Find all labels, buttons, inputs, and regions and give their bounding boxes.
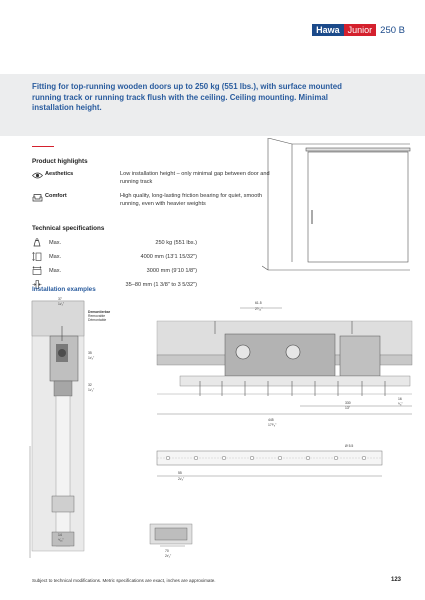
- dim-spacing-b: 2¹⁄₈": [178, 477, 185, 481]
- spec-label: Max.: [49, 268, 62, 274]
- specs-heading: Technical specifications: [32, 225, 105, 232]
- spec-value: 250 kg (551 lbs.): [155, 240, 197, 246]
- dim-side-a: 35: [88, 351, 92, 355]
- highlight-text: Low installation height – only minimal gap between door and running track: [120, 171, 270, 185]
- removable-label-en: Removable: [88, 314, 106, 318]
- dim-bot-a: 14: [58, 533, 62, 537]
- headline: Fitting for top-running wooden doors up to 250 kg (551 lbs.), with surface mounted running track or running track flush with the ceiling. Ceiling mounting. Minimal installation height.: [32, 82, 342, 112]
- dim-bot2-b: 2³⁄₄": [165, 554, 172, 558]
- spec-value: 3000 mm (9'10 1/8"): [146, 268, 197, 274]
- dim-mid-a: 32: [88, 383, 92, 387]
- brand-badge: [312, 24, 405, 36]
- highlight-text: High quality, long-lasting friction bearing for quiet, smooth running, even with heavier weights: [120, 193, 262, 207]
- eye-icon: [32, 171, 43, 180]
- dim-spacing-a: 55: [178, 471, 182, 475]
- weight-icon: [32, 238, 42, 247]
- dim-len-a: 330: [345, 401, 351, 405]
- sofa-icon: [32, 193, 43, 202]
- highlight-aesthetics: [32, 171, 270, 193]
- installation-drawing: [0, 296, 425, 566]
- highlight-label: Comfort: [45, 193, 67, 199]
- brand-model: 250 B: [380, 24, 405, 36]
- spec-label: Max.: [49, 254, 62, 260]
- dim-side-b: 1³⁄₈": [88, 356, 95, 360]
- highlights-heading: Product highlights: [32, 158, 88, 165]
- bottom-guide-drawing: [150, 524, 192, 546]
- dim-bot-b: ⁹⁄₁₆": [58, 538, 64, 542]
- removable-label-fr: Démontable: [88, 318, 107, 322]
- removable-label-de: Demontierbar: [88, 310, 111, 314]
- dim-len-b: 13": [345, 406, 350, 410]
- track-topview-drawing: [157, 451, 382, 476]
- door-height-icon: [32, 252, 42, 261]
- brand-line: Junior: [344, 24, 377, 36]
- spec-label: Max.: [49, 240, 62, 246]
- side-section-drawing: [30, 301, 84, 558]
- page-number: 123: [390, 577, 401, 583]
- installation-heading: Installation examples: [32, 286, 96, 293]
- elevation-drawing: [157, 308, 412, 414]
- dim-right-b: 2⁷⁄₁₆": [255, 307, 263, 311]
- footer-note: Subject to technical modifications. Metric specifications are exact, inches are approximate.: [32, 578, 216, 583]
- dim-base-b: 17⁵⁄₈": [268, 423, 277, 427]
- door-width-icon: [32, 266, 42, 275]
- dim-gap-a: 16: [398, 397, 402, 401]
- door-illustration: [262, 138, 412, 273]
- dim-right-a: 61.5: [255, 301, 262, 305]
- highlight-label: Aesthetics: [45, 171, 74, 177]
- section-divider: [32, 146, 54, 147]
- highlight-comfort: [32, 193, 262, 215]
- brand-name: Hawa: [312, 24, 344, 36]
- dim-mid-b: 1¹⁄₄": [88, 388, 95, 392]
- spec-value: 4000 mm (13'1 15/32"): [140, 254, 197, 260]
- dim-bot2-a: 70: [165, 549, 169, 553]
- spec-value: 35–80 mm (1 3/8" to 3 5/32"): [125, 282, 197, 288]
- dim-top-a: 37: [58, 297, 62, 301]
- dim-top-b: 1¹⁄₂": [58, 302, 65, 306]
- dim-gap-b: ⁵⁄₈": [398, 402, 403, 406]
- dim-hole-a: Ø 5.5: [345, 444, 354, 448]
- dim-base-a: 445: [268, 418, 274, 422]
